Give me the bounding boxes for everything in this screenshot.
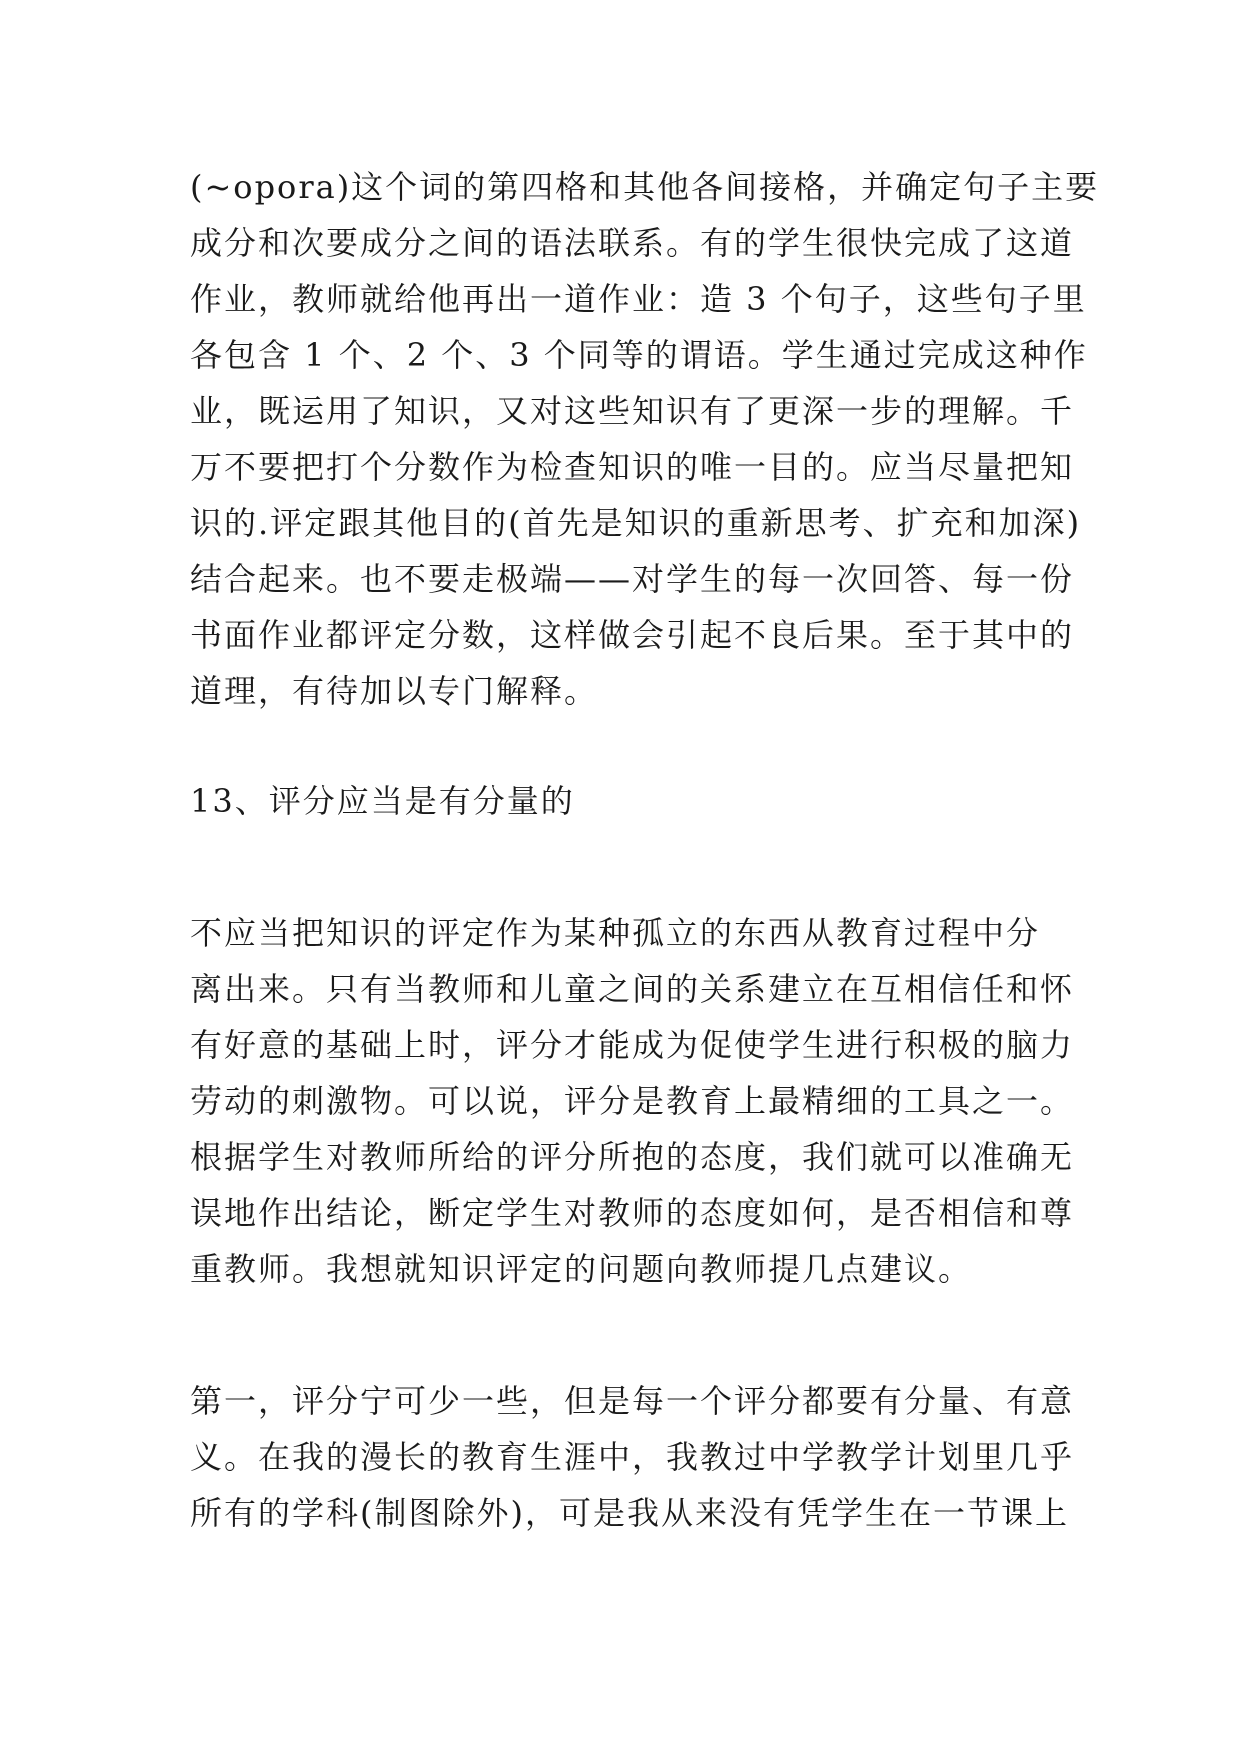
section-heading: 13、评分应当是有分量的 bbox=[190, 782, 575, 820]
paragraph-line: 有好意的基础上时，评分才能成为促使学生进行积极的脑力 bbox=[190, 1026, 1075, 1064]
paragraph-line: 万不要把打个分数作为检查知识的唯一目的。应当尽量把知 bbox=[190, 448, 1075, 486]
paragraph-line: (~opora)这个词的第四格和其他各间接格，并确定句子主要 bbox=[190, 168, 1100, 206]
paragraph-line: 结合起来。也不要走极端——对学生的每一次回答、每一份 bbox=[190, 560, 1075, 598]
paragraph-line: 书面作业都评定分数，这样做会引起不良后果。至于其中的 bbox=[190, 616, 1075, 654]
paragraph-line: 第一，评分宁可少一些，但是每一个评分都要有分量、有意 bbox=[190, 1382, 1075, 1420]
paragraph-line: 道理，有待加以专门解释。 bbox=[190, 672, 599, 710]
paragraph-line: 成分和次要成分之间的语法联系。有的学生很快完成了这道 bbox=[190, 224, 1075, 262]
paragraph-line: 各包含 1 个、2 个、3 个同等的谓语。学生通过完成这种作 bbox=[190, 336, 1088, 374]
paragraph-line: 离出来。只有当教师和儿童之间的关系建立在互相信任和怀 bbox=[190, 970, 1075, 1008]
paragraph-line: 劳动的刺激物。可以说，评分是教育上最精细的工具之一。 bbox=[190, 1082, 1075, 1120]
paragraph-line: 根据学生对教师所给的评分所抱的态度，我们就可以准确无 bbox=[190, 1138, 1075, 1176]
paragraph-line: 作业，教师就给他再出一道作业：造 3 个句子，这些句子里 bbox=[190, 280, 1087, 318]
paragraph-line: 业，既运用了知识，又对这些知识有了更深一步的理解。千 bbox=[190, 392, 1075, 430]
paragraph-line: 义。在我的漫长的教育生涯中，我教过中学教学计划里几乎 bbox=[190, 1438, 1075, 1476]
paragraph-line: 重教师。我想就知识评定的问题向教师提几点建议。 bbox=[190, 1250, 973, 1288]
paragraph-line: 识的.评定跟其他目的(首先是知识的重新思考、扩充和加深) bbox=[190, 504, 1082, 542]
paragraph-line: 所有的学科(制图除外)，可是我从来没有凭学生在一节课上 bbox=[190, 1494, 1069, 1532]
paragraph-line: 误地作出结论，断定学生对教师的态度如何，是否相信和尊 bbox=[190, 1194, 1075, 1232]
paragraph-line: 不应当把知识的评定作为某种孤立的东西从教育过程中分 bbox=[190, 914, 1041, 952]
